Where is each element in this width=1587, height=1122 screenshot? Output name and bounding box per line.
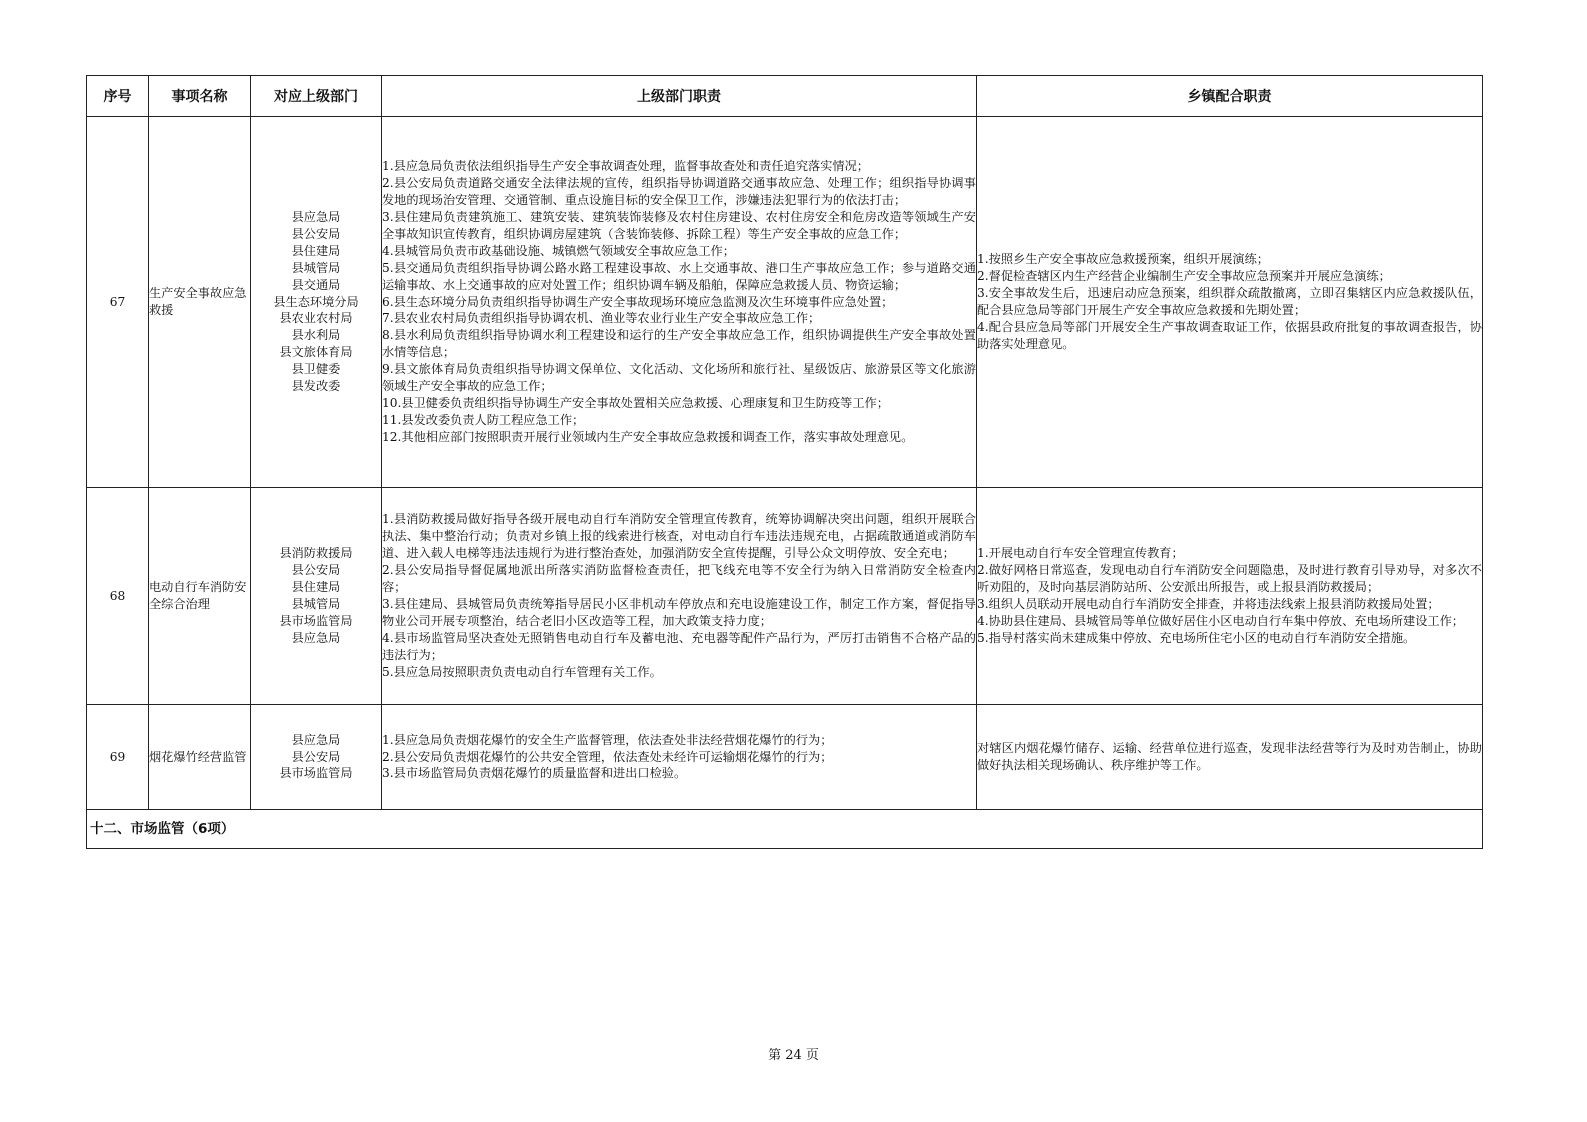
section-title: 十二、市场监管（6项） — [87, 810, 1483, 849]
header-name: 事项名称 — [149, 76, 251, 117]
dept-item: 县应急局 — [291, 210, 341, 225]
dept-item: 县卫健委 — [291, 362, 341, 377]
row-name: 电动自行车消防安全综合治理 — [149, 488, 251, 705]
row-seq: 69 — [87, 705, 149, 810]
dept-item: 县住建局 — [291, 580, 341, 595]
dept-item: 县市场监管局 — [279, 766, 353, 781]
duty-item: 1.县消防救援局做好指导各级开展电动自行车消防安全管理宣传教育，统筹协调解决突出问题，组织开展联合执法、集中整治行动；负责对乡镇上报的线索进行核查，对电动自行车违法违规充电，占据疏散通道或消防车道、进入载人电梯等违法违规行为进行整治查处，加强消防安全宣传提醒，引导公众文明停放、安全充电； — [382, 512, 976, 561]
coop-item: 3.安全事故发生后，迅速启动应急预案，组织群众疏散撤离，立即召集辖区内应急救援队伍，配合县应急局等部门开展生产安全事故应急救援和先期处置； — [977, 286, 1482, 317]
header-dept: 对应上级部门 — [251, 76, 382, 117]
dept-item: 县公安局 — [291, 563, 341, 578]
row-coops — [977, 488, 1483, 705]
row-coops — [977, 705, 1483, 810]
row-seq: 67 — [87, 117, 149, 488]
duty-item: 6.县生态环境分局负责组织指导协调生产安全事故现场环境应急监测及次生环境事件应急处置； — [382, 294, 894, 309]
responsibility-table — [86, 75, 1483, 849]
duty-item: 5.县交通局负责组织指导协调公路水路工程建设事故、水上交通事故、港口生产事故应急工作；参与道路交通运输事故、水上交通事故的应对处置工作；组织协调车辆及船舶，保障应急救援人员、物资运输； — [382, 260, 976, 292]
row-coops — [977, 117, 1483, 488]
coop-item: 5.指导村落实尚未建成集中停放、充电场所住宅小区的电动自行车消防安全措施。 — [977, 630, 1416, 645]
duty-item: 3.县市场监管局负责烟花爆竹的质量监督和进出口检验。 — [382, 766, 687, 781]
dept-item: 县消防救援局 — [279, 546, 353, 561]
duty-item: 9.县文旅体育局负责组织指导协调文保单位、文化活动、文化场所和旅行社、星级饭店、旅游景区等文化旅游领域生产安全事故的应急工作； — [382, 362, 976, 394]
dept-item: 县公安局 — [291, 749, 341, 764]
row-duties — [382, 117, 977, 488]
header-seq: 序号 — [87, 76, 149, 117]
duty-item: 11.县发改委负责人防工程应急工作； — [382, 412, 585, 427]
coop-item: 4.配合县应急局等部门开展安全生产事故调查取证工作，依据县政府批复的事故调查报告，协助落实处理意见。 — [977, 319, 1482, 351]
dept-item: 县城管局 — [291, 597, 341, 611]
row-depts — [251, 488, 382, 705]
table-row — [87, 117, 1483, 488]
row-duties — [382, 488, 977, 705]
dept-item: 县生态环境分局 — [273, 294, 359, 309]
coop-item: 1.按照乡生产安全事故应急救援预案，组织开展演练； — [977, 252, 1269, 267]
dept-item: 县交通局 — [291, 277, 341, 292]
dept-item: 县住建局 — [291, 243, 341, 258]
row-duties — [382, 705, 977, 810]
header-coop: 乡镇配合职责 — [977, 76, 1483, 117]
dept-item: 县应急局 — [291, 630, 341, 645]
dept-item: 县文旅体育局 — [279, 345, 353, 360]
page-number: 第 24 页 — [768, 1048, 819, 1063]
row-name: 烟花爆竹经营监管 — [149, 705, 251, 810]
duty-item: 1.县应急局负责依法组织指导生产安全事故调查处理，监督事故查处和责任追究落实情况； — [382, 159, 869, 174]
duty-item: 2.县公安局负责烟花爆竹的公共安全管理，依法查处未经许可运输烟花爆竹的行为； — [382, 749, 833, 764]
duty-item: 7.县农业农村局负责组织指导协调农机、渔业等农业行业生产安全事故应急工作； — [382, 311, 821, 326]
duty-item: 8.县水利局负责组织指导协调水利工程建设和运行的生产安全事故应急工作，组织协调提供生产安全事故处置水情等信息； — [382, 328, 976, 360]
row-name: 生产安全事故应急救援 — [149, 117, 251, 488]
header-row — [87, 76, 1483, 117]
duty-item: 5.县应急局按照职责负责电动自行车管理有关工作。 — [382, 664, 662, 679]
table-row — [87, 488, 1483, 705]
section-row — [87, 810, 1483, 849]
dept-item: 县公安局 — [291, 226, 341, 241]
row-depts — [251, 705, 382, 810]
dept-item: 县发改委 — [291, 379, 341, 394]
duty-item: 2.县公安局负责道路交通安全法律法规的宣传，组织指导协调道路交通事故应急、处理工作；组织指导协调事发地的现场治安管理、交通管制、重点设施目标的安全保卫工作，涉嫌违法犯罪行为的依法打击； — [382, 176, 976, 208]
table-row — [87, 705, 1483, 810]
coop-item: 4.协助县住建局、县城管局等单位做好居住小区电动自行车集中停放、充电场所建设工作； — [977, 613, 1464, 628]
coop-item: 2.做好网格日常巡查，发现电动自行车消防安全问题隐患，及时进行教育引导劝导，对多次不听劝阻的，及时向基层消防站所、公安派出所报告，或上报县消防救援局； — [977, 563, 1482, 595]
duty-item: 3.县住建局负责建筑施工、建筑安装、建筑装饰装修及农村住房建设、农村住房安全和危房改造等领域生产安全事故知识宣传教育，组织协调房屋建筑（含装饰装修、拆除工程）等生产安全事故的应急工作； — [382, 210, 976, 241]
dept-item: 县城管局 — [291, 260, 341, 275]
coop-item: 1.开展电动自行车安全管理宣传教育； — [977, 546, 1184, 561]
coop-item: 对辖区内烟花爆竹储存、运输、经营单位进行巡查，发现非法经营等行为及时劝告制止，协助做好执法相关现场确认、秩序维护等工作。 — [977, 741, 1482, 772]
coop-item: 3.组织人员联动开展电动自行车消防安全排查，并将违法线索上报县消防救援局处置； — [977, 597, 1440, 611]
header-duty: 上级部门职责 — [382, 76, 977, 117]
dept-item: 县市场监管局 — [279, 613, 353, 628]
dept-item: 县农业农村局 — [279, 311, 353, 326]
dept-item: 县应急局 — [291, 732, 341, 747]
duty-item: 10.县卫健委负责组织指导协调生产安全事故处置相关应急救援、心理康复和卫生防疫等工作； — [382, 395, 889, 410]
coop-item: 2.督促检查辖区内生产经营企业编制生产安全事故应急预案并开展应急演练； — [977, 269, 1391, 284]
duty-item: 3.县住建局、县城管局负责统筹指导居民小区非机动车停放点和充电设施建设工作，制定工作方案，督促指导物业公司开展专项整治，结合老旧小区改造等工程，加大政策支持力度； — [382, 597, 976, 628]
duty-item: 4.县市场监管局坚决查处无照销售电动自行车及蓄电池、充电器等配件产品行为，严厉打击销售不合格产品的违法行为； — [382, 630, 976, 662]
row-seq: 68 — [87, 488, 149, 705]
duty-item: 12.其他相应部门按照职责开展行业领域内生产安全事故应急救援和调查工作，落实事故处理意见。 — [382, 429, 914, 444]
duty-item: 4.县城管局负责市政基础设施、城镇燃气领域安全事故应急工作； — [382, 243, 735, 258]
duty-item: 2.县公安局指导督促属地派出所落实消防监督检查责任，把飞线充电等不安全行为纳入日常消防安全检查内容； — [382, 563, 976, 595]
row-depts — [251, 117, 382, 488]
dept-item: 县水利局 — [291, 328, 341, 343]
duty-item: 1.县应急局负责烟花爆竹的安全生产监督管理，依法查处非法经营烟花爆竹的行为； — [382, 732, 833, 747]
